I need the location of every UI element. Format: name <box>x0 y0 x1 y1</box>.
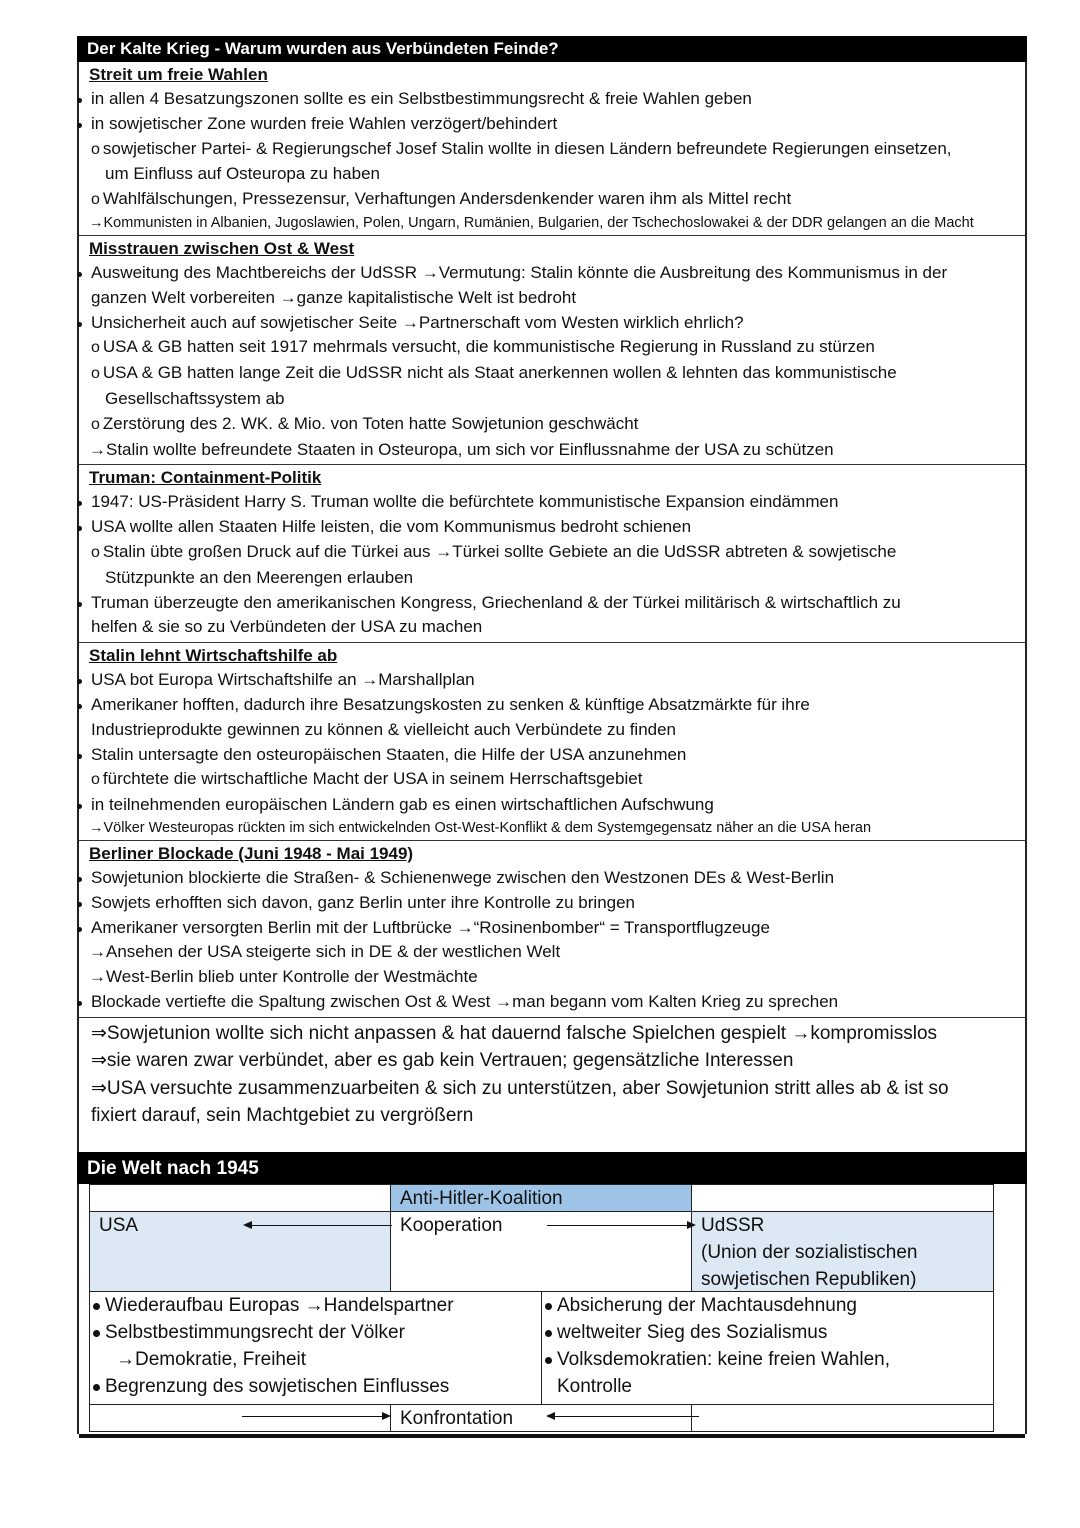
sub-bullet-item <box>79 412 1025 438</box>
bullet-continuation <box>79 718 1025 743</box>
bullet-continuation <box>79 615 1025 640</box>
document-sheet <box>77 36 1027 1434</box>
line-text: in allen 4 Besatzungszonen sollte es ein Selbstbestimmungsrecht & freie Wahlen geben <box>91 89 752 108</box>
bullet-item <box>79 668 1025 693</box>
bullet-item <box>79 990 1025 1015</box>
cooperation-cell <box>390 1211 692 1292</box>
summary-line: ⇒USA versuchte zusammenzuarbeiten & sich zu unterstützen, aber Sowjetunion stritt alles ab & ist so <box>91 1077 949 1099</box>
sub-bullet-item <box>79 361 1025 387</box>
goal-item: Wiederaufbau Europas →Handelspartner <box>90 1292 541 1319</box>
bullet-item <box>79 916 1025 941</box>
sub-bullet-continuation <box>79 566 1025 591</box>
circle-bullet-icon: o <box>91 543 100 561</box>
bullet-item <box>79 743 1025 768</box>
bullet-item <box>79 793 1025 818</box>
conclusion-line <box>79 818 1025 838</box>
section <box>79 841 1025 1018</box>
sub-bullet-continuation <box>79 162 1025 187</box>
line-text: →Kommunisten in Albanien, Jugoslawien, Polen, Ungarn, Rumänien, Bulgarien, der Tschechoslowakei & der DDR gelangen an die Macht <box>89 214 974 231</box>
line-text: Sowjets erhofften sich davon, ganz Berlin unter ihre Kontrolle zu bringen <box>91 892 636 912</box>
bullet-continuation <box>79 286 1025 311</box>
goal-item: →Demokratie, Freiheit <box>116 1348 307 1370</box>
goal-item: weltweiter Sieg des Sozialismus <box>542 1319 993 1346</box>
usa-cell <box>89 1211 391 1292</box>
line-text: helfen & sie so zu Verbündeten der USA zu machen <box>91 617 483 637</box>
conclusion-line <box>79 438 1025 463</box>
line-text: in teilnehmenden europäischen Ländern gab es einen wirtschaftlichen Aufschwung <box>91 795 714 815</box>
usa-goals-cell <box>89 1291 542 1405</box>
cooperation-label: Kooperation <box>400 1214 503 1236</box>
circle-bullet-icon: o <box>91 339 100 357</box>
section-heading: Truman: Containment-Politik <box>89 468 322 488</box>
summary-line: ⇒Sowjetunion wollte sich nicht anpassen & hat dauernd falsche Spielchen gespielt →kompromisslos <box>91 1022 938 1044</box>
empty-cell <box>89 1404 391 1432</box>
line-text: Ausweitung des Machtbereichs der UdSSR →Vermutung: Stalin könnte die Ausbreitung des Kommunismus in der <box>91 262 948 282</box>
sub-bullet-item <box>79 540 1025 566</box>
sub-bullet-item <box>79 137 1025 163</box>
cooperation-arrow-right-line <box>547 1225 687 1226</box>
line-text: Stalin übte großen Druck auf die Türkei aus →Türkei sollte Gebiete an die UdSSR abtreten & sowjetische <box>102 541 897 561</box>
goal-item: Begrenzung des sowjetischen Einflusses <box>90 1373 541 1400</box>
section <box>79 643 1025 841</box>
summary-line: ⇒sie waren zwar verbündet, aber es gab kein Vertrauen; gegensätzliche Interessen <box>91 1050 794 1072</box>
line-text: ganzen Welt vorbereiten →ganze kapitalistische Welt ist bedroht <box>91 287 577 307</box>
section <box>79 236 1025 465</box>
section <box>79 465 1025 643</box>
arrow-right-icon <box>382 1412 391 1420</box>
line-text: sowjetischer Partei- & Regierungschef Josef Stalin wollte in diesen Ländern befreundete Regierungen einsetzen, <box>102 138 952 158</box>
arrow-right-icon <box>687 1221 696 1229</box>
confrontation-cell <box>390 1404 692 1432</box>
empty-cell <box>89 1184 391 1212</box>
line-text: Amerikaner hofften, dadurch ihre Besatzungskosten zu senken & künftige Absatzmärkte für ihre <box>91 694 810 714</box>
world-section-title: Die Welt nach 1945 <box>77 1152 1027 1184</box>
bullet-item <box>79 261 1025 286</box>
cooperation-arrow-left-line <box>249 1225 392 1226</box>
line-text: Industrieprodukte gewinnen zu können & vielleicht auch Verbündete zu finden <box>91 719 677 739</box>
udssr-cell <box>691 1211 994 1292</box>
arrow-left-icon <box>546 1412 555 1420</box>
section-heading: Misstrauen zwischen Ost & West <box>89 238 355 258</box>
sub-bullet-item <box>79 767 1025 793</box>
section-heading: Stalin lehnt Wirtschaftshilfe ab <box>89 646 338 666</box>
bullet-item <box>79 866 1025 891</box>
empty-cell <box>691 1404 994 1432</box>
document-title: Der Kalte Krieg - Warum wurden aus Verbündeten Feinde? <box>77 36 1027 62</box>
line-text: um Einfluss auf Osteuropa zu haben <box>105 164 380 184</box>
udssr-label: UdSSR <box>701 1214 765 1236</box>
line-text: →West-Berlin blieb unter Kontrolle der Westmächte <box>89 967 478 987</box>
circle-bullet-icon: o <box>91 415 100 433</box>
coalition-cell <box>390 1184 692 1212</box>
line-text: →Ansehen der USA steigerte sich in DE & der westlichen Welt <box>89 942 561 962</box>
circle-bullet-icon: o <box>91 771 100 789</box>
bullet-item <box>79 591 1025 616</box>
line-text: USA bot Europa Wirtschaftshilfe an →Marshallplan <box>91 670 475 690</box>
confrontation-arrow-right-line <box>554 1416 699 1417</box>
confrontation-label: Konfrontation <box>400 1407 514 1429</box>
confrontation-arrow-left-line <box>242 1416 382 1417</box>
circle-bullet-icon: o <box>91 365 100 383</box>
line-text: fürchtete die wirtschaftliche Macht der USA in seinem Herrschaftsgebiet <box>102 769 643 789</box>
line-text: USA & GB hatten lange Zeit die UdSSR nicht als Staat anerkennen wollen & lehnten das kommunistische <box>102 363 897 383</box>
udssr-full-name-2: sowjetischen Republiken) <box>701 1268 917 1290</box>
section-heading: Streit um freie Wahlen <box>89 65 268 84</box>
conclusion-line <box>79 965 1025 990</box>
line-text: Amerikaner versorgten Berlin mit der Luftbrücke →“Rosinenbomber“ = Transportflugzeuge <box>91 917 770 937</box>
sub-bullet-continuation <box>79 387 1025 412</box>
bullet-item <box>79 112 1025 137</box>
line-text: Blockade vertiefte die Spaltung zwischen Ost & West →man begann vom Kalten Krieg zu sprechen <box>91 991 839 1011</box>
section-heading: Berliner Blockade (Juni 1948 - Mai 1949) <box>89 843 414 863</box>
bullet-item <box>79 693 1025 718</box>
line-text: 1947: US-Präsident Harry S. Truman wollte die befürchtete kommunistische Expansion eindämmen <box>91 492 839 512</box>
bullet-item <box>79 515 1025 540</box>
summary-line: fixiert darauf, sein Machtgebiet zu vergrößern <box>91 1105 474 1127</box>
line-text: USA & GB hatten seit 1917 mehrmals versucht, die kommunistische Regierung in Russland zu stürzen <box>102 337 875 357</box>
line-text: Gesellschaftssystem ab <box>105 388 285 408</box>
coalition-label: Anti-Hitler-Koalition <box>400 1187 563 1209</box>
conclusion-line <box>79 213 1025 233</box>
content-frame <box>77 62 1027 1018</box>
circle-bullet-icon: o <box>91 140 100 158</box>
bullet-item <box>79 87 1025 112</box>
arrow-left-icon <box>243 1221 252 1229</box>
bullet-item <box>79 490 1025 515</box>
line-text: Zerstörung des 2. WK. & Mio. von Toten hatte Sowjetunion geschwächt <box>102 413 639 433</box>
line-text: Stalin untersagte den osteuropäischen Staaten, die Hilfe der USA anzunehmen <box>91 744 687 764</box>
goal-item: Volksdemokratien: keine freien Wahlen, <box>542 1346 993 1373</box>
usa-label: USA <box>99 1214 139 1236</box>
line-text: Stützpunkte an den Meerengen erlauben <box>105 567 414 587</box>
line-text: in sowjetischer Zone wurden freie Wahlen verzögert/behindert <box>91 113 558 133</box>
section <box>79 62 1025 236</box>
circle-bullet-icon: o <box>91 191 100 209</box>
goal-item: Absicherung der Machtausdehnung <box>542 1292 993 1319</box>
line-text: Sowjetunion blockierte die Straßen- & Schienenwege zwischen den Westzonen DEs & West-Berlin <box>91 867 835 887</box>
bottom-rule <box>79 1434 1025 1438</box>
world-diagram <box>77 1184 1027 1434</box>
sub-bullet-item <box>79 187 1025 213</box>
sub-bullet-item <box>79 335 1025 361</box>
line-text: Truman überzeugte den amerikanischen Kongress, Griechenland & der Türkei militärisch & wirtschaftlich zu <box>91 592 901 612</box>
goal-item: Selbstbestimmungsrecht der Völker <box>90 1319 541 1346</box>
udssr-goals-cell <box>541 1291 994 1405</box>
line-text: →Völker Westeuropas rückten im sich entwickelnden Ost-West-Konflikt & dem Systemgegensatz näher an die USA heran <box>89 819 872 836</box>
line-text: Wahlfälschungen, Pressezensur, Verhaftungen Andersdenkender waren ihm als Mittel recht <box>102 189 792 209</box>
empty-cell <box>691 1184 994 1212</box>
summary-box <box>77 1018 1027 1152</box>
goal-item: Kontrolle <box>557 1375 632 1397</box>
conclusion-line <box>79 940 1025 965</box>
line-text: →Stalin wollte befreundete Staaten in Osteuropa, um sich vor Einflussnahme der USA zu schützen <box>89 439 834 459</box>
bullet-item <box>79 891 1025 916</box>
line-text: USA wollte allen Staaten Hilfe leisten, die vom Kommunismus bedroht schienen <box>91 517 692 537</box>
bullet-item <box>79 311 1025 336</box>
udssr-full-name-1: (Union der sozialistischen <box>701 1241 918 1263</box>
line-text: Unsicherheit auch auf sowjetischer Seite →Partnerschaft vom Westen wirklich ehrlich? <box>91 312 744 332</box>
